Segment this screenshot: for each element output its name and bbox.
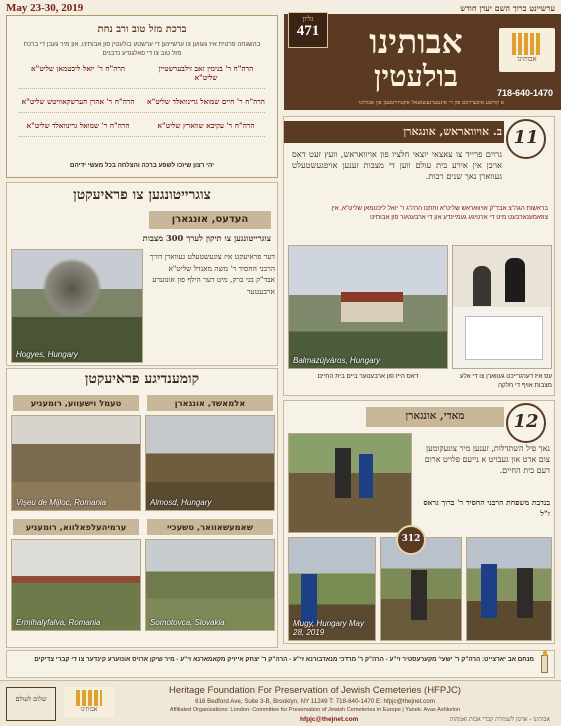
upcoming-photo-caption: Almosd, Hungary — [150, 498, 212, 507]
upcoming-photo — [11, 539, 141, 631]
upcoming-title: קומענדיגע פראיעקטן — [84, 371, 200, 387]
donor-row — [19, 64, 265, 89]
worker-icon — [481, 564, 497, 618]
bottom-bar-text: מנחם אב יארצייט: הרה"ק ר' ישעי' מקערעסטיר זי"ע - הרה"ק ר' מרדכי מנאדבורנא זי"ע - הרה"ק ר' יצחק אייזיק מקאמארנא זי"ע - מיר שיקן ארויס אונזערע קינדער צו די קברי צדיקים — [34, 656, 534, 663]
worker-icon — [301, 574, 317, 624]
story-2-photo-2 — [288, 537, 376, 641]
logo-mark — [499, 28, 555, 72]
footer — [0, 680, 561, 726]
logo-icon — [512, 33, 542, 55]
footer-stamp-text: שלום לעולם — [15, 695, 47, 703]
restore-body: דער פראיעקט איז צוגעשטעלט געווארן דורך הרבני החסיד ר' משה מאנדל שליט"א אבד"ק בני ברק, מיט דער הילף פון אונזערע ארבעטער — [149, 252, 275, 296]
logo-text: אבותינו — [517, 55, 537, 63]
donor-name: הרה"ח ר' חיים שמואל גרינוואלד שליט"א — [146, 97, 265, 107]
bottom-bar — [6, 650, 555, 678]
person-icon — [505, 258, 525, 302]
upcoming-photo-caption: Ermihalyfalva, Romania — [16, 618, 101, 627]
upcoming-photo — [145, 415, 275, 511]
donor-name: הרה"ח ר' יואל ליכטמאן שליט"א — [30, 64, 126, 74]
restore-panel — [6, 182, 278, 366]
footer-address: 616 Bedford Ave, Suite 3-B, Brooklyn, NY 11249 T: 718-640-1470 E: hfpjc@thejnet.com — [195, 698, 435, 705]
upcoming-panel — [6, 368, 278, 648]
upcoming-photo — [145, 539, 275, 631]
upcoming-place-label: אלמאשד, אונגארן — [147, 395, 273, 411]
tree-icon — [42, 258, 102, 318]
restore-place: העדעס, אונגארן — [149, 211, 271, 229]
story-1 — [283, 116, 555, 396]
issue-badge — [288, 12, 328, 48]
phone-number: 718-640-1470 — [496, 88, 553, 98]
worker-icon — [411, 570, 427, 620]
story-2-photo-4 — [466, 537, 552, 641]
footer-email-link[interactable]: hfpjc@thejnet.com — [300, 716, 359, 723]
donor-name: הרה"ח ר' אהרן הערשקאוויטש שליט"א — [21, 97, 135, 107]
worker-icon — [335, 448, 351, 498]
story-1-body: גרוים פרייד צו צאצאי יוצאי חלציו פון אויוואראש, וועץ זעט דאס אויבן אין אירע בית עולם ווען די מצבות זענען אויפגעשטעלט געווארן נאך שנים רבות. — [292, 149, 502, 181]
restore-title: צוגרייטונגען צו פראיעקטן — [73, 187, 211, 203]
story-1-photo-1 — [288, 245, 448, 369]
candle-icon — [541, 655, 548, 673]
donors-panel — [6, 15, 278, 178]
restore-photo — [11, 249, 143, 363]
footer-org: Heritage Foundation For Preservation of Jewish Cemeteries (HFPJC) — [169, 685, 461, 696]
restore-photo-caption: Hogyes, Hungary — [16, 350, 78, 359]
footer-logo-text: אבותינו — [80, 706, 98, 713]
upcoming-photo — [11, 415, 141, 511]
masthead-title-1: אבותינו — [369, 22, 463, 61]
issue-date: May 23-30, 2019 — [6, 2, 84, 14]
story-2 — [283, 400, 555, 644]
story-2-number-badge — [506, 403, 546, 443]
worker-icon — [517, 568, 533, 618]
donors-footer: יהי רצון שיזכו לשפע ברכה והצלחה בכל מעשי ידיהם — [69, 162, 215, 170]
story-2-number: 12 — [513, 411, 539, 432]
story-1-number-badge — [506, 119, 546, 159]
upcoming-photo-caption: Vișeu de Mijloc, Romania — [16, 498, 107, 507]
story-1-place: ב. אויוואראש, אונגארן — [403, 125, 502, 138]
story-1-photo-caption: דאס הייז פון ארבעטער ביים בית החיים — [317, 373, 419, 380]
tagline: א קורצע איבערזיכט פון די אינטערנעשאנאל אקטיוויטעטן פון אבותינו — [358, 100, 504, 106]
upcoming-place-label: ערמיהעלפאלווא, רומעניע — [13, 519, 139, 535]
story-2-photo-2-caption: Mugy, Hungary May 28, 2019 — [293, 619, 364, 637]
worker-icon — [359, 454, 373, 498]
footer-hebrew: אבותינו - ארגון לשמירת קברי אבות ואמהות — [449, 716, 550, 723]
story-2-place: מאדי, אונגארן — [405, 410, 465, 422]
issue-label: גליון — [302, 15, 314, 23]
upcoming-place-label: שאמעשאוואר, טשעכיי — [147, 519, 273, 535]
house-icon — [341, 292, 403, 322]
document-icon — [465, 316, 543, 360]
issue-top-line: ערשיינט ברוך השם יעדן חודש — [460, 3, 555, 13]
logo-icon — [76, 690, 102, 706]
donors-list — [19, 64, 265, 137]
masthead — [284, 14, 561, 110]
story-1-number: 11 — [513, 127, 539, 148]
story-2-credit: בנדבת משפחת הרבני החסיד ר' ברוך גראס ז"ל — [423, 498, 550, 518]
story-2-photo-3 — [380, 537, 462, 641]
donors-title: ברכת מזל טוב ורב נחת — [97, 24, 187, 35]
masthead-title-2: בולעטין — [374, 59, 458, 93]
upcoming-photo-caption: Somotovca, Slovakia — [150, 618, 225, 627]
donor-name: הרה"ח ר' עקיבא שווארץ שליט"א — [157, 121, 255, 131]
donors-intro: בהשגחה פרטית איז געווען צו ערשיינען די ערשטע בולעטין פון אבותינו, און מיר געבן די ברכת מזל טוב צו די פאלגנדע נדבנים — [23, 41, 261, 57]
story-2-badge — [396, 525, 426, 555]
donor-row — [19, 121, 265, 137]
footer-logo — [64, 687, 114, 717]
story-2-body: נאך פיל השתדלות, זענען מיר צוגעקומען צום ארט און געבויט א נייעם פלויט ארום דעם בית החיים. — [424, 444, 550, 475]
story-1-photo-2 — [452, 245, 552, 369]
donor-row — [19, 97, 265, 113]
donor-name: הרה"ח ר' שמואל גרינוואלד שליט"א — [26, 121, 130, 131]
story-2-photo-1 — [288, 433, 412, 533]
footer-stamp — [6, 687, 56, 721]
story-1-note: עס איז דערגרייכט געווארן צו די אלע מצבות אויף די חלקה — [459, 373, 552, 389]
issue-number: 471 — [296, 23, 320, 39]
restore-subtitle: צוגרייטונגען צו תיקון לערך 300 מצבות — [142, 233, 271, 243]
donor-name: הרה"ח ר' בנימין זאב זילבערשטיין שליט"א — [158, 64, 254, 83]
footer-affiliated: Affiliated Organizations: London: Committee for Preservation of Jewish Cemeteries in Europe | Yanek: Avas Ashkelon — [169, 707, 461, 713]
story-1-photo-1-caption: Balmazújváros, Hungary — [293, 356, 381, 365]
upcoming-place-label: טעמל וישעווע, רומעניע — [13, 395, 139, 411]
person-icon — [473, 266, 491, 306]
story-1-small: בראשות הגה"צ אבד"ק אויוואראש שליט"א וחתנו הרה"ג ר' יואל ליכטמאן שליט"א, אין צוזאמענארבעט מיט די ארטיגע געמיינדע און די ארבעטער פון אבותינו — [331, 205, 548, 221]
story-2-badge-number: 312 — [401, 534, 421, 544]
